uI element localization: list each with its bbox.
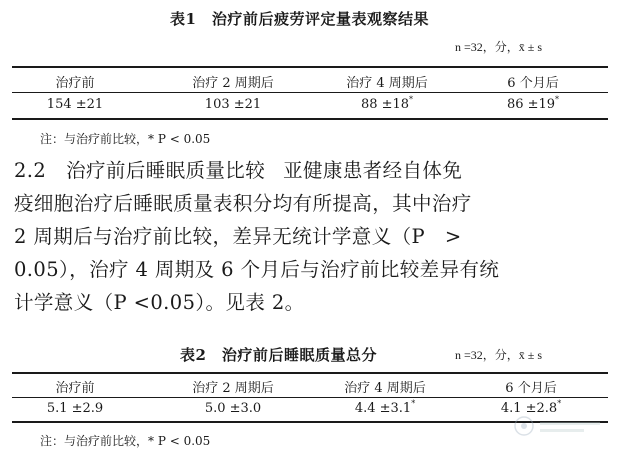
section-2-2-paragraph: [14, 154, 614, 319]
table2-mid-rule: [12, 397, 608, 398]
table1-stat-note: n =32，分，x̄ ± s: [455, 40, 543, 54]
table2-header-0: 治疗前: [55, 381, 95, 396]
table2-title: 表2 治疗前后睡眠质量总分: [180, 346, 377, 364]
table1-footnote: 注：与治疗前比较，* P < 0.05: [40, 132, 211, 146]
table2-value-3: 4.1 ±2.8*: [500, 399, 562, 416]
table2-footnote: 注：与治疗前比较，* P < 0.05: [40, 434, 211, 448]
section-heading: 2.2 治疗前后睡眠质量比较: [14, 159, 266, 182]
paragraph-line-3: 2 周期后与治疗前比较，差异无统计学意义（P >: [14, 225, 462, 248]
table2-value-0: 5.1 ±2.9: [46, 401, 104, 416]
table2-value-2: 4.4 ±3.1*: [354, 399, 416, 416]
table1-value-2: 88 ±18*: [360, 95, 414, 112]
table1-header-1: 治疗 2 周期后: [192, 76, 274, 91]
table1-mid-rule: [12, 92, 608, 93]
table1-title: 表1 治疗前后疲劳评定量表观察结果: [170, 10, 429, 28]
table1-header-3: 6 个月后: [507, 76, 559, 91]
paragraph-line-4: 0.05），治疗 4 周期及 6 个月后与治疗前比较差异有统: [14, 258, 500, 281]
table2-header-3: 6 个月后: [505, 381, 557, 396]
paragraph-line-5: 计学意义（P <0.05）。见表 2。: [14, 291, 305, 314]
table1-header-0: 治疗前: [55, 76, 95, 91]
table2-header-2: 治疗 4 周期后: [344, 381, 426, 396]
paragraph-line-1: 2.2 治疗前后睡眠质量比较 亚健康患者经自体免: [14, 159, 463, 182]
table2-stat-note: n =32，分，x̄ ± s: [455, 348, 543, 362]
table2-header-1: 治疗 2 周期后: [192, 381, 274, 396]
table1-value-1: 103 ±21: [204, 97, 262, 112]
table1-value-3: 86 ±19*: [506, 95, 560, 112]
table1-header-2: 治疗 4 周期后: [346, 76, 428, 91]
publisher-logo-icon: [510, 406, 606, 446]
paragraph-line-2: 疫细胞治疗后睡眠质量表积分均有所提高，其中治疗: [14, 192, 472, 215]
table2-value-1: 5.0 ±3.0: [204, 401, 262, 416]
table1-value-0: 154 ±21: [46, 97, 104, 112]
table2-top-rule: [12, 372, 608, 374]
table1-top-rule: [12, 66, 608, 68]
table1-bottom-rule: [12, 118, 608, 120]
